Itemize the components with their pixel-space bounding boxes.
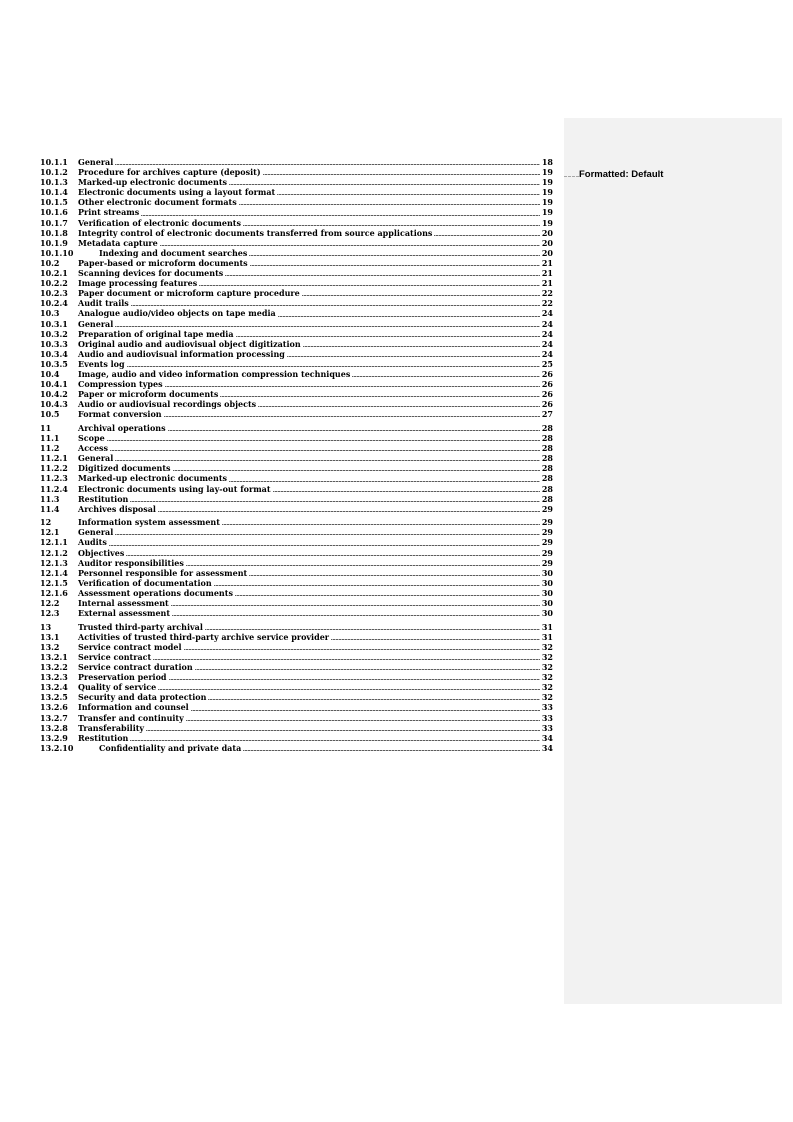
toc-entry-page: 32 bbox=[541, 652, 553, 662]
toc-dot-leader bbox=[173, 470, 540, 471]
toc-entry-page: 24 bbox=[541, 338, 553, 349]
toc-entry[interactable] bbox=[40, 157, 553, 167]
toc-entry[interactable] bbox=[40, 568, 553, 578]
toc-entry-page: 22 bbox=[541, 298, 553, 309]
toc-entry-page: 30 bbox=[541, 567, 553, 578]
toc-entry-page: 21 bbox=[541, 257, 553, 268]
toc-entry-title: Service contract model bbox=[78, 641, 182, 652]
toc-entry-title: Restitution bbox=[78, 493, 129, 504]
toc-entry-number: 10.1.4 bbox=[40, 187, 68, 198]
toc-entry-number: 10.1.8 bbox=[40, 227, 68, 238]
toc-entry-title: Quality of service bbox=[78, 682, 157, 693]
toc-entry-title: Assessment operations documents bbox=[78, 587, 233, 598]
toc-entry-title: Paper document or microform capture procedure bbox=[78, 288, 300, 299]
toc-entry[interactable] bbox=[40, 409, 553, 419]
toc-entry[interactable] bbox=[40, 702, 553, 712]
toc-dot-leader bbox=[158, 511, 540, 512]
toc-entry-page: 28 bbox=[541, 422, 553, 433]
toc-dot-leader bbox=[199, 285, 540, 286]
toc-entry-page: 21 bbox=[541, 268, 553, 279]
toc-entry[interactable] bbox=[40, 672, 553, 682]
toc-entry-title: General bbox=[78, 527, 114, 538]
toc-dot-leader bbox=[208, 699, 539, 700]
toc-entry[interactable] bbox=[40, 288, 553, 298]
toc-entry[interactable] bbox=[40, 652, 553, 662]
toc-dot-leader bbox=[229, 184, 540, 185]
toc-entry-title: Marked-up electronic documents bbox=[78, 473, 228, 484]
toc-entry-page: 29 bbox=[541, 517, 553, 528]
toc-entry-page: 31 bbox=[541, 621, 553, 632]
toc-entry-page: 28 bbox=[541, 493, 553, 504]
toc-entry-number: 10.2 bbox=[40, 257, 60, 268]
toc-entry-title: External assessment bbox=[78, 608, 171, 619]
toc-dot-leader bbox=[243, 750, 540, 751]
toc-entry-number: 12.3 bbox=[40, 608, 60, 619]
toc-entry-page: 20 bbox=[541, 247, 553, 258]
toc-entry-number: 13.2.6 bbox=[40, 702, 68, 713]
toc-entry[interactable] bbox=[40, 218, 553, 228]
toc-entry[interactable] bbox=[40, 558, 553, 568]
toc-entry-number: 10.3.1 bbox=[40, 318, 68, 329]
toc-entry-number: 13.2.8 bbox=[40, 722, 68, 733]
comment-label[interactable]: Formatted: Default bbox=[579, 169, 664, 180]
toc-entry-number: 10.3.5 bbox=[40, 358, 68, 369]
toc-dot-leader bbox=[146, 730, 540, 731]
toc-entry-number: 10.3 bbox=[40, 308, 60, 319]
toc-dot-leader bbox=[115, 164, 540, 165]
toc-entry-number: 12.1.4 bbox=[40, 567, 68, 578]
toc-dot-leader bbox=[287, 356, 540, 357]
toc-entry-page: 31 bbox=[541, 631, 553, 642]
toc-entry-page: 24 bbox=[541, 308, 553, 319]
toc-entry-title: Scope bbox=[78, 433, 105, 444]
toc-entry-title: Restitution bbox=[78, 732, 129, 743]
toc-entry-title: Metadata capture bbox=[78, 237, 158, 248]
toc-entry[interactable] bbox=[40, 504, 553, 514]
toc-dot-leader bbox=[115, 460, 540, 461]
toc-entry-number: 11.4 bbox=[40, 503, 60, 514]
toc-entry-number: 10.1.10 bbox=[40, 247, 74, 258]
comment-connector-line bbox=[564, 176, 579, 177]
toc-entry-number: 13.2.3 bbox=[40, 672, 68, 683]
toc-entry-page: 26 bbox=[541, 379, 553, 390]
toc-entry-title: Analogue audio/video objects on tape media bbox=[78, 308, 276, 319]
toc-entry-page: 26 bbox=[541, 399, 553, 410]
toc-dot-leader bbox=[278, 316, 540, 317]
toc-entry-page: 33 bbox=[541, 712, 553, 723]
toc-dot-leader bbox=[127, 366, 540, 367]
toc-entry-title: Format conversion bbox=[78, 409, 162, 420]
toc-entry-title: Preservation period bbox=[78, 672, 167, 683]
toc-entry[interactable] bbox=[40, 548, 553, 558]
toc-entry-page: 28 bbox=[541, 453, 553, 464]
toc-entry[interactable] bbox=[40, 207, 553, 217]
toc-dot-leader bbox=[225, 275, 540, 276]
toc-entry[interactable] bbox=[40, 319, 553, 329]
toc-dot-leader bbox=[258, 406, 540, 407]
toc-entry-page: 19 bbox=[541, 187, 553, 198]
toc-entry-page: 29 bbox=[541, 537, 553, 548]
toc-entry-page: 34 bbox=[541, 732, 553, 743]
toc-dot-leader bbox=[169, 679, 540, 680]
toc-dot-leader bbox=[153, 659, 540, 660]
toc-entry[interactable] bbox=[40, 598, 553, 608]
toc-entry-title: General bbox=[78, 318, 114, 329]
toc-entry-page: 32 bbox=[541, 692, 553, 703]
toc-entry-number: 11.2 bbox=[40, 443, 60, 454]
toc-entry-title: Integrity control of electronic documents transferred from source applications bbox=[78, 227, 433, 238]
toc-entry-number: 10.3.2 bbox=[40, 328, 68, 339]
toc-entry[interactable] bbox=[40, 632, 553, 642]
toc-entry-title: Access bbox=[78, 443, 109, 454]
toc-entry-page: 33 bbox=[541, 702, 553, 713]
toc-entry-number: 10.1.5 bbox=[40, 197, 68, 208]
toc-entry[interactable] bbox=[40, 339, 553, 349]
toc-entry-title: Information and counsel bbox=[78, 702, 189, 713]
toc-entry-page: 19 bbox=[541, 177, 553, 188]
toc-entry[interactable] bbox=[40, 389, 553, 399]
toc-entry-title: Compression types bbox=[78, 379, 163, 390]
toc-dot-leader bbox=[303, 346, 540, 347]
toc-entry-title: Personnel responsible for assessment bbox=[78, 567, 248, 578]
toc-entry-number: 13.1 bbox=[40, 631, 60, 642]
toc-entry-title: Preparation of original tape media bbox=[78, 328, 234, 339]
toc-entry[interactable] bbox=[40, 329, 553, 339]
toc-entry-page: 27 bbox=[541, 409, 553, 420]
toc-entry-number: 10.5 bbox=[40, 409, 60, 420]
toc-entry-number: 10.1.1 bbox=[40, 157, 68, 167]
toc-entry-title: Archival operations bbox=[78, 422, 166, 433]
toc-dot-leader bbox=[235, 595, 540, 596]
toc-entry[interactable] bbox=[40, 167, 553, 177]
toc-dot-leader bbox=[434, 235, 539, 236]
toc-entry[interactable] bbox=[40, 733, 553, 743]
toc-dot-leader bbox=[168, 430, 540, 431]
toc-entry[interactable] bbox=[40, 692, 553, 702]
toc-entry-page: 24 bbox=[541, 348, 553, 359]
toc-entry[interactable] bbox=[40, 463, 553, 473]
toc-entry-page: 24 bbox=[541, 328, 553, 339]
toc-entry-title: Audio or audiovisual recordings objects bbox=[78, 399, 257, 410]
toc-dot-leader bbox=[165, 386, 540, 387]
toc-entry-title: Confidentiality and private data bbox=[99, 742, 242, 753]
toc-entry-number: 12 bbox=[40, 517, 52, 528]
toc-entry-number: 11.2.4 bbox=[40, 483, 68, 494]
comment-pane bbox=[564, 118, 782, 1004]
toc-entry-number: 13.2.4 bbox=[40, 682, 68, 693]
toc-entry-page: 30 bbox=[541, 608, 553, 619]
toc-entry-number: 10.1.7 bbox=[40, 217, 68, 228]
toc-entry[interactable] bbox=[40, 308, 553, 318]
toc-dot-leader bbox=[214, 585, 540, 586]
toc-entry-title: Audits bbox=[78, 537, 107, 548]
toc-entry[interactable] bbox=[40, 197, 553, 207]
toc-entry-number: 13.2.9 bbox=[40, 732, 68, 743]
toc-entry-number: 10.3.4 bbox=[40, 348, 68, 359]
toc-dot-leader bbox=[115, 534, 540, 535]
toc-entry-page: 19 bbox=[541, 197, 553, 208]
toc-entry[interactable] bbox=[40, 682, 553, 692]
toc-entry-title: Audit trails bbox=[78, 298, 129, 309]
toc-dot-leader bbox=[249, 575, 540, 576]
toc-dot-leader bbox=[205, 629, 540, 630]
toc-dot-leader bbox=[184, 649, 540, 650]
table-of-contents bbox=[40, 157, 553, 753]
toc-entry-title: Transfer and continuity bbox=[78, 712, 184, 723]
toc-entry-title: Auditor responsibilities bbox=[78, 557, 184, 568]
toc-entry-page: 18 bbox=[541, 157, 553, 167]
toc-entry-number: 10.4.1 bbox=[40, 379, 68, 390]
toc-entry-number: 12.1.3 bbox=[40, 557, 68, 568]
toc-entry-number: 12.1.1 bbox=[40, 537, 68, 548]
toc-dot-leader bbox=[236, 336, 540, 337]
toc-entry-number: 10.4.2 bbox=[40, 389, 68, 400]
toc-entry[interactable] bbox=[40, 443, 553, 453]
toc-entry[interactable] bbox=[40, 248, 553, 258]
toc-entry-title: Electronic documents using a layout format bbox=[78, 187, 276, 198]
toc-dot-leader bbox=[164, 416, 540, 417]
toc-entry[interactable] bbox=[40, 743, 553, 753]
toc-entry-number: 13.2.2 bbox=[40, 662, 68, 673]
toc-entry-page: 33 bbox=[541, 722, 553, 733]
toc-entry-page: 32 bbox=[541, 641, 553, 652]
toc-entry-title: Service contract duration bbox=[78, 662, 193, 673]
toc-entry-title: Marked-up electronic documents bbox=[78, 177, 228, 188]
toc-entry-title: Procedure for archives capture (deposit) bbox=[78, 167, 261, 178]
toc-entry-page: 30 bbox=[541, 598, 553, 609]
toc-entry[interactable] bbox=[40, 642, 553, 652]
toc-entry-number: 10.2.2 bbox=[40, 278, 68, 289]
toc-dot-leader bbox=[131, 305, 540, 306]
toc-dot-leader bbox=[158, 689, 540, 690]
toc-entry-title: General bbox=[78, 453, 114, 464]
toc-dot-leader bbox=[220, 396, 540, 397]
toc-entry-title: Audio and audiovisual information processing bbox=[78, 348, 285, 359]
toc-entry-page: 32 bbox=[541, 682, 553, 693]
toc-entry-page: 28 bbox=[541, 443, 553, 454]
toc-entry[interactable] bbox=[40, 359, 553, 369]
toc-entry-title: Other electronic document formats bbox=[78, 197, 237, 208]
toc-entry-number: 12.1.5 bbox=[40, 577, 68, 588]
toc-entry-page: 28 bbox=[541, 463, 553, 474]
toc-entry-number: 10.4 bbox=[40, 368, 60, 379]
toc-entry[interactable] bbox=[40, 379, 553, 389]
toc-entry-page: 28 bbox=[541, 483, 553, 494]
toc-entry-title: Scanning devices for documents bbox=[78, 268, 224, 279]
toc-entry[interactable] bbox=[40, 278, 553, 288]
toc-dot-leader bbox=[172, 615, 540, 616]
toc-entry-page: 32 bbox=[541, 672, 553, 683]
toc-entry-title: Verification of documentation bbox=[78, 577, 212, 588]
toc-dot-leader bbox=[171, 605, 540, 606]
toc-entry-title: Indexing and document searches bbox=[99, 247, 248, 258]
toc-entry-number: 12.1.2 bbox=[40, 547, 68, 558]
toc-entry-number: 11.3 bbox=[40, 493, 60, 504]
toc-entry-number: 13.2.10 bbox=[40, 742, 74, 753]
toc-entry-page: 19 bbox=[541, 217, 553, 228]
toc-entry-page: 32 bbox=[541, 662, 553, 673]
toc-dot-leader bbox=[186, 565, 540, 566]
toc-entry-title: Internal assessment bbox=[78, 598, 169, 609]
toc-entry-number: 12.1.6 bbox=[40, 587, 68, 598]
toc-entry[interactable] bbox=[40, 433, 553, 443]
toc-entry-page: 26 bbox=[541, 368, 553, 379]
toc-entry-number: 13.2.7 bbox=[40, 712, 68, 723]
toc-entry[interactable] bbox=[40, 187, 553, 197]
toc-entry[interactable] bbox=[40, 349, 553, 359]
toc-entry-page: 29 bbox=[541, 557, 553, 568]
toc-entry-number: 13.2.1 bbox=[40, 652, 68, 662]
toc-entry-title: Service contract bbox=[78, 652, 152, 662]
toc-entry[interactable] bbox=[40, 298, 553, 308]
toc-entry[interactable] bbox=[40, 723, 553, 733]
toc-entry-title: Objectives bbox=[78, 547, 125, 558]
toc-entry-number: 11.2.3 bbox=[40, 473, 68, 484]
toc-entry-title: Digitized documents bbox=[78, 463, 171, 474]
toc-entry-page: 22 bbox=[541, 288, 553, 299]
toc-entry-number: 10.2.1 bbox=[40, 268, 68, 279]
toc-dot-leader bbox=[115, 326, 540, 327]
toc-entry-number: 11 bbox=[40, 422, 52, 433]
toc-dot-leader bbox=[277, 194, 540, 195]
toc-entry-title: Events log bbox=[78, 358, 125, 369]
toc-entry[interactable] bbox=[40, 177, 553, 187]
toc-dot-leader bbox=[239, 204, 540, 205]
toc-dot-leader bbox=[110, 450, 540, 451]
toc-dot-leader bbox=[126, 555, 539, 556]
toc-entry-title: Security and data protection bbox=[78, 692, 207, 703]
toc-entry[interactable] bbox=[40, 537, 553, 547]
toc-dot-leader bbox=[331, 639, 540, 640]
toc-entry[interactable] bbox=[40, 517, 553, 527]
toc-entry-number: 10.2.4 bbox=[40, 298, 68, 309]
toc-entry[interactable] bbox=[40, 228, 553, 238]
toc-dot-leader bbox=[130, 740, 539, 741]
toc-entry-number: 11.2.2 bbox=[40, 463, 68, 474]
toc-dot-leader bbox=[130, 501, 539, 502]
toc-entry[interactable] bbox=[40, 473, 553, 483]
toc-entry-number: 10.1.9 bbox=[40, 237, 68, 248]
toc-entry-title: Original audio and audiovisual object digitization bbox=[78, 338, 301, 349]
toc-dot-leader bbox=[160, 245, 540, 246]
toc-entry[interactable] bbox=[40, 494, 553, 504]
toc-entry[interactable] bbox=[40, 453, 553, 463]
toc-entry-number: 13 bbox=[40, 621, 52, 632]
toc-entry-number: 10.2.3 bbox=[40, 288, 68, 299]
toc-entry[interactable] bbox=[40, 238, 553, 248]
toc-entry[interactable] bbox=[40, 423, 553, 433]
toc-dot-leader bbox=[302, 295, 540, 296]
toc-dot-leader bbox=[263, 174, 540, 175]
toc-entry-title: Transferability bbox=[78, 722, 145, 733]
toc-entry-number: 12.1 bbox=[40, 527, 60, 538]
toc-entry[interactable] bbox=[40, 484, 553, 494]
toc-dot-leader bbox=[186, 720, 540, 721]
toc-entry-page: 20 bbox=[541, 237, 553, 248]
toc-entry-title: Electronic documents using lay-out format bbox=[78, 483, 271, 494]
toc-entry-title: Image, audio and video information compression techniques bbox=[78, 368, 351, 379]
toc-dot-leader bbox=[141, 215, 540, 216]
toc-dot-leader bbox=[250, 265, 540, 266]
toc-entry[interactable] bbox=[40, 662, 553, 672]
toc-entry-title: Activities of trusted third-party archive service provider bbox=[78, 631, 329, 642]
toc-entry-number: 10.1.2 bbox=[40, 167, 68, 178]
toc-entry-number: 10.4.3 bbox=[40, 399, 68, 410]
toc-entry-number: 10.1.3 bbox=[40, 177, 68, 188]
toc-entry-page: 26 bbox=[541, 389, 553, 400]
toc-dot-leader bbox=[243, 225, 540, 226]
toc-entry-page: 21 bbox=[541, 278, 553, 289]
toc-entry-title: Information system assessment bbox=[78, 517, 220, 528]
toc-dot-leader bbox=[195, 669, 540, 670]
toc-entry-page: 29 bbox=[541, 527, 553, 538]
toc-entry[interactable] bbox=[40, 527, 553, 537]
toc-entry-page: 30 bbox=[541, 587, 553, 598]
toc-entry-page: 34 bbox=[541, 742, 553, 753]
toc-entry-page: 20 bbox=[541, 227, 553, 238]
toc-entry-number: 11.1 bbox=[40, 433, 60, 444]
toc-entry-number: 13.2.5 bbox=[40, 692, 68, 703]
toc-entry-title: Verification of electronic documents bbox=[78, 217, 241, 228]
toc-entry-number: 10.1.6 bbox=[40, 207, 68, 218]
toc-entry-page: 29 bbox=[541, 547, 553, 558]
toc-dot-leader bbox=[273, 491, 540, 492]
toc-dot-leader bbox=[249, 255, 539, 256]
toc-entry-number: 13.2 bbox=[40, 641, 60, 652]
toc-entry[interactable] bbox=[40, 399, 553, 409]
toc-entry[interactable] bbox=[40, 369, 553, 379]
toc-entry-title: Paper-based or microform documents bbox=[78, 257, 248, 268]
toc-entry-page: 25 bbox=[541, 358, 553, 369]
toc-dot-leader bbox=[222, 524, 540, 525]
toc-entry-title: Paper or microform documents bbox=[78, 389, 219, 400]
toc-entry-number: 12.2 bbox=[40, 598, 60, 609]
toc-entry[interactable] bbox=[40, 258, 553, 268]
toc-entry-number: 10.3.3 bbox=[40, 338, 68, 349]
toc-entry[interactable] bbox=[40, 622, 553, 632]
toc-dot-leader bbox=[109, 545, 540, 546]
toc-entry-page: 28 bbox=[541, 433, 553, 444]
toc-entry-number: 11.2.1 bbox=[40, 453, 68, 464]
toc-entry[interactable] bbox=[40, 588, 553, 598]
toc-entry[interactable] bbox=[40, 268, 553, 278]
toc-entry-title: Image processing features bbox=[78, 278, 198, 289]
toc-dot-leader bbox=[107, 440, 540, 441]
toc-entry-page: 24 bbox=[541, 318, 553, 329]
toc-entry-title: General bbox=[78, 157, 114, 167]
toc-dot-leader bbox=[191, 710, 540, 711]
toc-entry-page: 29 bbox=[541, 503, 553, 514]
toc-entry-page: 19 bbox=[541, 207, 553, 218]
toc-entry[interactable] bbox=[40, 578, 553, 588]
toc-entry-page: 30 bbox=[541, 577, 553, 588]
toc-entry-title: Archives disposal bbox=[78, 503, 156, 514]
toc-entry-page: 28 bbox=[541, 473, 553, 484]
toc-entry[interactable] bbox=[40, 608, 553, 618]
toc-dot-leader bbox=[352, 376, 540, 377]
toc-entry-title: Trusted third-party archival bbox=[78, 621, 203, 632]
toc-entry-title: Print streams bbox=[78, 207, 140, 218]
toc-entry[interactable] bbox=[40, 713, 553, 723]
toc-dot-leader bbox=[229, 481, 540, 482]
toc-entry-page: 19 bbox=[541, 167, 553, 178]
